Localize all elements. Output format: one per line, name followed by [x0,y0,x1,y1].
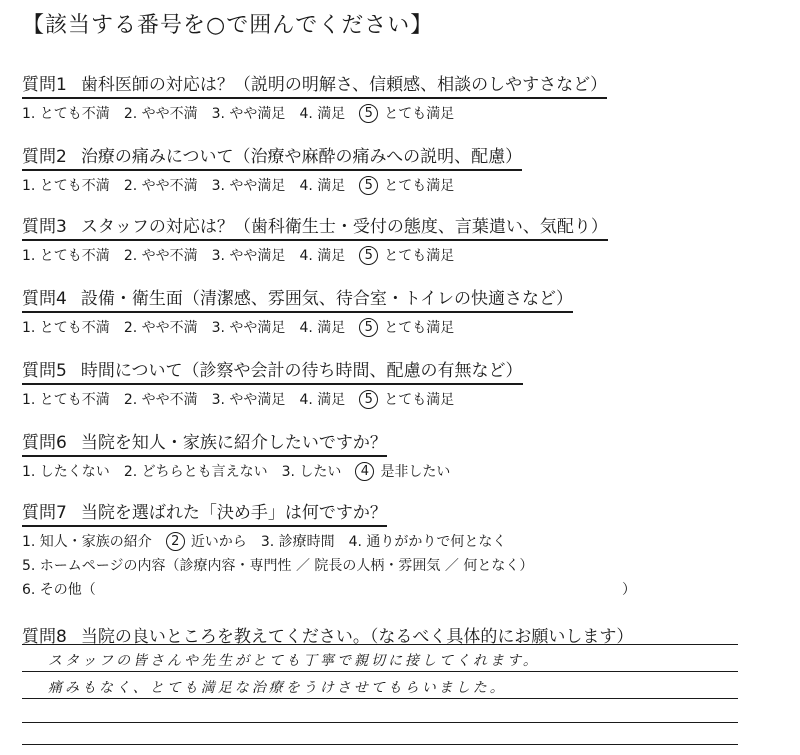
question-2 [22,142,522,195]
question-number: 質問5 [22,361,67,381]
question-2-title [22,142,522,171]
question-1 [22,70,607,123]
option-4[interactable]: 4. 満足 [299,320,346,336]
question-6-options [22,461,464,481]
answer-rule [22,671,738,672]
question-7-title [22,498,387,527]
question-text: 歯科医師の対応は？（説明の明解さ、信頼感、相談のしやすさなど） [80,75,608,95]
question-text: 当院を選ばれた「決め手」は何ですか？ [80,503,387,523]
option-5-selected[interactable] [359,175,454,195]
option-1[interactable]: 1. とても不満 [22,178,110,194]
option-1[interactable]: 1. とても不満 [22,248,110,264]
answer-rule [22,644,738,645]
question-text: スタッフの対応は？（歯科衛生士・受付の態度、言葉遣い、気配り） [80,217,608,237]
option-2[interactable]: 2. やや不満 [123,178,198,194]
option-2[interactable]: 2. やや不満 [123,106,198,122]
option-1[interactable]: 1. 知人・家族の紹介 [22,534,152,550]
question-text: 治療の痛みについて（治療や麻酔の痛みへの説明、配慮） [80,147,523,167]
question-7-options-row1 [22,531,782,551]
handwritten-answer-line-2: 痛みもなく、とても満足な治療をうけさせてもらいました。 [48,680,507,696]
option-label: 近いから [190,534,247,550]
question-text: 当院を知人・家族に紹介したいですか？ [80,433,387,453]
answer-area[interactable] [22,644,738,749]
question-5-title [22,356,523,385]
question-4 [22,284,573,337]
option-2[interactable]: 2. やや不満 [123,320,198,336]
question-3-title [22,212,608,241]
option-1[interactable]: 1. したくない [22,464,110,480]
option-4[interactable]: 4. 満足 [299,248,346,264]
question-4-title [22,284,573,313]
option-2[interactable]: 2. どちらとも言えない [123,464,268,480]
circled-number: 5 [359,176,378,195]
option-5-selected[interactable] [359,103,454,123]
circled-number: 2 [166,532,185,551]
option-label: とても満足 [384,392,455,408]
question-6-title [22,428,387,457]
option-3[interactable]: 3. したい [281,464,342,480]
question-number: 質問2 [22,147,67,167]
option-4[interactable]: 4. 満足 [299,392,346,408]
circled-number: 5 [359,390,378,409]
question-number: 質問4 [22,289,67,309]
circled-number: 4 [355,462,374,481]
option-label: とても満足 [384,106,455,122]
option-5-selected[interactable] [359,389,454,409]
question-number: 質問1 [22,75,67,95]
option-label: とても満足 [384,178,455,194]
option-4[interactable]: 4. 通りがかりで何となく [348,534,507,550]
handwritten-answer-line-1: スタッフの皆さんや先生がとても丁寧で親切に接してくれます。 [48,653,540,669]
option-1[interactable]: 1. とても不満 [22,106,110,122]
circled-number: 5 [359,104,378,123]
option-3[interactable]: 3. やや満足 [211,106,286,122]
option-1[interactable]: 1. とても不満 [22,320,110,336]
question-5-options [22,389,523,409]
question-number: 質問7 [22,503,67,523]
answer-rule [22,722,738,723]
option-label: 是非したい [380,464,451,480]
question-3-options [22,245,608,265]
instruction-heading: 【該当する番号を○で囲んでください】 [22,13,434,38]
answer-rule [22,744,738,745]
option-4[interactable]: 4. 満足 [299,106,346,122]
option-4-selected[interactable] [355,461,450,481]
option-6[interactable]: 6. その他（ [22,582,96,598]
question-5 [22,356,523,409]
question-text: 時間について（診察や会計の待ち時間、配慮の有無など） [80,361,523,381]
question-number: 質問8 [22,627,67,647]
option-2[interactable]: 2. やや不満 [123,392,198,408]
option-label: とても満足 [384,248,455,264]
option-3[interactable]: 3. やや満足 [211,320,286,336]
option-1[interactable]: 1. とても不満 [22,392,110,408]
answer-rule [22,698,738,699]
option-2-selected[interactable] [166,531,247,551]
question-text: 当院の良いところを教えてください。（なるべく具体的にお願いします） [80,627,634,647]
option-4[interactable]: 4. 満足 [299,178,346,194]
option-6-close-paren: ） [622,582,636,598]
circled-number: 5 [359,318,378,337]
question-number: 質問6 [22,433,67,453]
option-5-selected[interactable] [359,245,454,265]
question-7 [22,498,782,599]
question-3 [22,212,608,265]
option-6-row [22,579,782,599]
option-3[interactable]: 3. やや満足 [211,248,286,264]
option-5-selected[interactable] [359,317,454,337]
question-1-options [22,103,607,123]
circled-number: 5 [359,246,378,265]
option-5[interactable]: 5. ホームページの内容（診療内容・専門性 ／ 院長の人柄・雰囲気 ／ 何となく） [22,558,534,574]
option-3[interactable]: 3. やや満足 [211,178,286,194]
question-number: 質問3 [22,217,67,237]
question-text: 設備・衛生面（清潔感、雰囲気、待合室・トイレの快適さなど） [80,289,573,309]
option-3[interactable]: 3. 診療時間 [260,534,335,550]
question-1-title [22,70,607,99]
question-2-options [22,175,522,195]
question-4-options [22,317,573,337]
option-3[interactable]: 3. やや満足 [211,392,286,408]
option-2[interactable]: 2. やや不満 [123,248,198,264]
question-6 [22,428,464,481]
option-label: とても満足 [384,320,455,336]
